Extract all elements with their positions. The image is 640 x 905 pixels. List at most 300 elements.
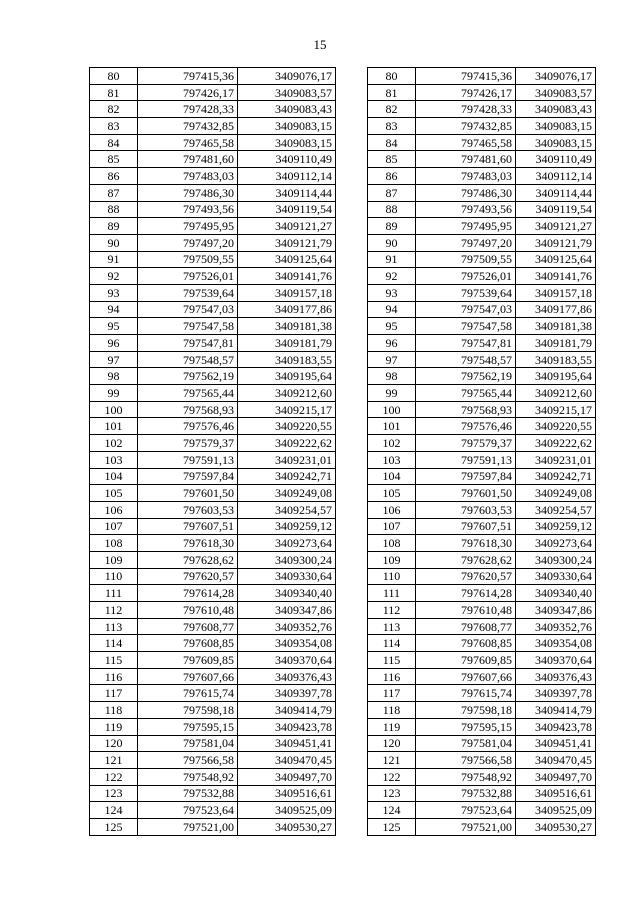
x-coordinate-cell: 797614,28 bbox=[416, 585, 516, 602]
x-coordinate-cell: 797509,55 bbox=[138, 251, 238, 268]
x-coordinate-cell: 797509,55 bbox=[416, 251, 516, 268]
point-number-cell: 122 bbox=[368, 768, 416, 785]
point-number-cell: 124 bbox=[90, 802, 138, 819]
y-coordinate-cell: 3409181,38 bbox=[238, 318, 336, 335]
y-coordinate-cell: 3409083,43 bbox=[238, 101, 336, 118]
x-coordinate-cell: 797526,01 bbox=[138, 268, 238, 285]
table-row bbox=[90, 318, 336, 335]
y-coordinate-cell: 3409340,40 bbox=[516, 585, 596, 602]
x-coordinate-cell: 797601,50 bbox=[138, 485, 238, 502]
x-coordinate-cell: 797597,84 bbox=[138, 468, 238, 485]
x-coordinate-cell: 797608,77 bbox=[138, 618, 238, 635]
point-number-cell: 110 bbox=[368, 568, 416, 585]
table-row bbox=[90, 301, 336, 318]
y-coordinate-cell: 3409220,55 bbox=[516, 418, 596, 435]
x-coordinate-cell: 797595,15 bbox=[138, 718, 238, 735]
x-coordinate-cell: 797615,74 bbox=[138, 685, 238, 702]
x-coordinate-cell: 797628,62 bbox=[416, 551, 516, 568]
table-row bbox=[90, 718, 336, 735]
x-coordinate-cell: 797581,04 bbox=[138, 735, 238, 752]
point-number-cell: 87 bbox=[368, 184, 416, 201]
point-number-cell: 113 bbox=[90, 618, 138, 635]
x-coordinate-cell: 797532,88 bbox=[416, 785, 516, 802]
y-coordinate-cell: 3409195,64 bbox=[238, 368, 336, 385]
x-coordinate-cell: 797497,20 bbox=[416, 234, 516, 251]
y-coordinate-cell: 3409222,62 bbox=[516, 435, 596, 452]
x-coordinate-cell: 797495,95 bbox=[416, 218, 516, 235]
y-coordinate-cell: 3409354,08 bbox=[516, 635, 596, 652]
x-coordinate-cell: 797547,81 bbox=[138, 335, 238, 352]
table-row bbox=[368, 668, 596, 685]
table-row bbox=[368, 752, 596, 769]
table-row bbox=[368, 151, 596, 168]
point-number-cell: 89 bbox=[368, 218, 416, 235]
y-coordinate-cell: 3409370,64 bbox=[516, 652, 596, 669]
table-row bbox=[90, 168, 336, 185]
point-number-cell: 124 bbox=[368, 802, 416, 819]
y-coordinate-cell: 3409259,12 bbox=[516, 518, 596, 535]
y-coordinate-cell: 3409181,79 bbox=[238, 335, 336, 352]
y-coordinate-cell: 3409119,54 bbox=[516, 201, 596, 218]
x-coordinate-cell: 797415,36 bbox=[416, 68, 516, 85]
y-coordinate-cell: 3409231,01 bbox=[238, 451, 336, 468]
y-coordinate-cell: 3409352,76 bbox=[238, 618, 336, 635]
point-number-cell: 90 bbox=[368, 234, 416, 251]
point-number-cell: 115 bbox=[368, 652, 416, 669]
point-number-cell: 113 bbox=[368, 618, 416, 635]
table-row bbox=[368, 234, 596, 251]
table-row bbox=[368, 401, 596, 418]
table-row bbox=[368, 652, 596, 669]
point-number-cell: 108 bbox=[90, 535, 138, 552]
point-number-cell: 83 bbox=[90, 118, 138, 135]
table-row bbox=[90, 84, 336, 101]
table-row bbox=[368, 284, 596, 301]
point-number-cell: 101 bbox=[368, 418, 416, 435]
table-row bbox=[368, 418, 596, 435]
table-row bbox=[368, 685, 596, 702]
y-coordinate-cell: 3409119,54 bbox=[238, 201, 336, 218]
y-coordinate-cell: 3409083,57 bbox=[238, 84, 336, 101]
x-coordinate-cell: 797521,00 bbox=[416, 818, 516, 835]
point-number-cell: 111 bbox=[90, 585, 138, 602]
table-row bbox=[90, 368, 336, 385]
y-coordinate-cell: 3409141,76 bbox=[238, 268, 336, 285]
y-coordinate-cell: 3409497,70 bbox=[238, 768, 336, 785]
y-coordinate-cell: 3409220,55 bbox=[238, 418, 336, 435]
table-row bbox=[90, 101, 336, 118]
table-row bbox=[368, 201, 596, 218]
x-coordinate-cell: 797576,46 bbox=[416, 418, 516, 435]
y-coordinate-cell: 3409352,76 bbox=[516, 618, 596, 635]
y-coordinate-cell: 3409181,38 bbox=[516, 318, 596, 335]
point-number-cell: 118 bbox=[368, 702, 416, 719]
point-number-cell: 91 bbox=[90, 251, 138, 268]
y-coordinate-cell: 3409121,79 bbox=[238, 234, 336, 251]
x-coordinate-cell: 797432,85 bbox=[138, 118, 238, 135]
table-row bbox=[368, 585, 596, 602]
y-coordinate-cell: 3409112,14 bbox=[238, 168, 336, 185]
point-number-cell: 82 bbox=[368, 101, 416, 118]
x-coordinate-cell: 797481,60 bbox=[416, 151, 516, 168]
point-number-cell: 125 bbox=[90, 818, 138, 835]
x-coordinate-cell: 797486,30 bbox=[416, 184, 516, 201]
x-coordinate-cell: 797601,50 bbox=[416, 485, 516, 502]
point-number-cell: 94 bbox=[368, 301, 416, 318]
table-row bbox=[90, 535, 336, 552]
table-row bbox=[90, 518, 336, 535]
x-coordinate-cell: 797608,77 bbox=[416, 618, 516, 635]
point-number-cell: 111 bbox=[368, 585, 416, 602]
x-coordinate-cell: 797565,44 bbox=[138, 385, 238, 402]
y-coordinate-cell: 3409254,57 bbox=[238, 501, 336, 518]
table-row bbox=[368, 468, 596, 485]
y-coordinate-cell: 3409110,49 bbox=[516, 151, 596, 168]
x-coordinate-cell: 797576,46 bbox=[138, 418, 238, 435]
y-coordinate-cell: 3409157,18 bbox=[238, 284, 336, 301]
x-coordinate-cell: 797465,58 bbox=[416, 134, 516, 151]
point-number-cell: 106 bbox=[90, 501, 138, 518]
table-row bbox=[368, 618, 596, 635]
table-row bbox=[368, 218, 596, 235]
table-row bbox=[368, 735, 596, 752]
y-coordinate-cell: 3409114,44 bbox=[238, 184, 336, 201]
table-row bbox=[368, 335, 596, 352]
x-coordinate-cell: 797591,13 bbox=[416, 451, 516, 468]
y-coordinate-cell: 3409177,86 bbox=[238, 301, 336, 318]
point-number-cell: 114 bbox=[368, 635, 416, 652]
y-coordinate-cell: 3409083,15 bbox=[238, 118, 336, 135]
x-coordinate-cell: 797548,57 bbox=[138, 351, 238, 368]
point-number-cell: 96 bbox=[368, 335, 416, 352]
y-coordinate-cell: 3409259,12 bbox=[238, 518, 336, 535]
point-number-cell: 103 bbox=[90, 451, 138, 468]
x-coordinate-cell: 797465,58 bbox=[138, 134, 238, 151]
table-row bbox=[368, 501, 596, 518]
table-row bbox=[90, 501, 336, 518]
y-coordinate-cell: 3409177,86 bbox=[516, 301, 596, 318]
x-coordinate-cell: 797608,85 bbox=[138, 635, 238, 652]
table-row bbox=[368, 268, 596, 285]
table-row bbox=[368, 68, 596, 85]
table-row bbox=[90, 68, 336, 85]
x-coordinate-cell: 797483,03 bbox=[138, 168, 238, 185]
point-number-cell: 95 bbox=[90, 318, 138, 335]
y-coordinate-cell: 3409530,27 bbox=[516, 818, 596, 835]
y-coordinate-cell: 3409525,09 bbox=[238, 802, 336, 819]
y-coordinate-cell: 3409330,64 bbox=[516, 568, 596, 585]
point-number-cell: 118 bbox=[90, 702, 138, 719]
table-row bbox=[90, 134, 336, 151]
table-row bbox=[368, 301, 596, 318]
point-number-cell: 114 bbox=[90, 635, 138, 652]
y-coordinate-cell: 3409249,08 bbox=[238, 485, 336, 502]
y-coordinate-cell: 3409125,64 bbox=[238, 251, 336, 268]
point-number-cell: 123 bbox=[90, 785, 138, 802]
table-row bbox=[90, 585, 336, 602]
point-number-cell: 102 bbox=[368, 435, 416, 452]
y-coordinate-cell: 3409076,17 bbox=[516, 68, 596, 85]
x-coordinate-cell: 797539,64 bbox=[138, 284, 238, 301]
y-coordinate-cell: 3409125,64 bbox=[516, 251, 596, 268]
x-coordinate-cell: 797547,58 bbox=[138, 318, 238, 335]
y-coordinate-cell: 3409414,79 bbox=[516, 702, 596, 719]
point-number-cell: 83 bbox=[368, 118, 416, 135]
x-coordinate-cell: 797521,00 bbox=[138, 818, 238, 835]
point-number-cell: 84 bbox=[90, 134, 138, 151]
x-coordinate-cell: 797581,04 bbox=[416, 735, 516, 752]
table-row bbox=[368, 368, 596, 385]
x-coordinate-cell: 797548,57 bbox=[416, 351, 516, 368]
point-number-cell: 84 bbox=[368, 134, 416, 151]
x-coordinate-cell: 797426,17 bbox=[416, 84, 516, 101]
point-number-cell: 103 bbox=[368, 451, 416, 468]
table-row bbox=[368, 84, 596, 101]
y-coordinate-cell: 3409215,17 bbox=[516, 401, 596, 418]
point-number-cell: 98 bbox=[90, 368, 138, 385]
y-coordinate-cell: 3409083,15 bbox=[238, 134, 336, 151]
y-coordinate-cell: 3409254,57 bbox=[516, 501, 596, 518]
table-row bbox=[90, 785, 336, 802]
table-row bbox=[90, 685, 336, 702]
x-coordinate-cell: 797428,33 bbox=[416, 101, 516, 118]
y-coordinate-cell: 3409525,09 bbox=[516, 802, 596, 819]
x-coordinate-cell: 797607,66 bbox=[138, 668, 238, 685]
y-coordinate-cell: 3409516,61 bbox=[238, 785, 336, 802]
point-number-cell: 105 bbox=[368, 485, 416, 502]
point-number-cell: 125 bbox=[368, 818, 416, 835]
table-row bbox=[90, 201, 336, 218]
point-number-cell: 98 bbox=[368, 368, 416, 385]
point-number-cell: 81 bbox=[90, 84, 138, 101]
y-coordinate-cell: 3409183,55 bbox=[516, 351, 596, 368]
y-coordinate-cell: 3409141,76 bbox=[516, 268, 596, 285]
y-coordinate-cell: 3409183,55 bbox=[238, 351, 336, 368]
x-coordinate-cell: 797598,18 bbox=[138, 702, 238, 719]
point-number-cell: 109 bbox=[90, 551, 138, 568]
point-number-cell: 91 bbox=[368, 251, 416, 268]
y-coordinate-cell: 3409212,60 bbox=[516, 385, 596, 402]
table-row bbox=[90, 435, 336, 452]
table-row bbox=[368, 435, 596, 452]
table-row bbox=[90, 752, 336, 769]
x-coordinate-cell: 797562,19 bbox=[138, 368, 238, 385]
y-coordinate-cell: 3409242,71 bbox=[516, 468, 596, 485]
point-number-cell: 108 bbox=[368, 535, 416, 552]
y-coordinate-cell: 3409300,24 bbox=[238, 551, 336, 568]
coordinates-table-right bbox=[367, 67, 596, 836]
point-number-cell: 97 bbox=[90, 351, 138, 368]
coordinates-table-left bbox=[89, 67, 336, 836]
point-number-cell: 110 bbox=[90, 568, 138, 585]
y-coordinate-cell: 3409181,79 bbox=[516, 335, 596, 352]
point-number-cell: 107 bbox=[368, 518, 416, 535]
point-number-cell: 122 bbox=[90, 768, 138, 785]
point-number-cell: 82 bbox=[90, 101, 138, 118]
y-coordinate-cell: 3409076,17 bbox=[238, 68, 336, 85]
table-row bbox=[368, 118, 596, 135]
point-number-cell: 120 bbox=[368, 735, 416, 752]
table-row bbox=[90, 351, 336, 368]
x-coordinate-cell: 797547,81 bbox=[416, 335, 516, 352]
x-coordinate-cell: 797497,20 bbox=[138, 234, 238, 251]
y-coordinate-cell: 3409530,27 bbox=[238, 818, 336, 835]
x-coordinate-cell: 797548,92 bbox=[416, 768, 516, 785]
point-number-cell: 120 bbox=[90, 735, 138, 752]
point-number-cell: 115 bbox=[90, 652, 138, 669]
y-coordinate-cell: 3409195,64 bbox=[516, 368, 596, 385]
x-coordinate-cell: 797495,95 bbox=[138, 218, 238, 235]
x-coordinate-cell: 797548,92 bbox=[138, 768, 238, 785]
x-coordinate-cell: 797610,48 bbox=[138, 602, 238, 619]
point-number-cell: 85 bbox=[368, 151, 416, 168]
table-row bbox=[90, 234, 336, 251]
x-coordinate-cell: 797568,93 bbox=[138, 401, 238, 418]
table-row bbox=[90, 635, 336, 652]
y-coordinate-cell: 3409112,14 bbox=[516, 168, 596, 185]
y-coordinate-cell: 3409121,79 bbox=[516, 234, 596, 251]
point-number-cell: 94 bbox=[90, 301, 138, 318]
point-number-cell: 97 bbox=[368, 351, 416, 368]
y-coordinate-cell: 3409273,64 bbox=[238, 535, 336, 552]
table-row bbox=[368, 568, 596, 585]
table-row bbox=[90, 602, 336, 619]
x-coordinate-cell: 797526,01 bbox=[416, 268, 516, 285]
x-coordinate-cell: 797493,56 bbox=[138, 201, 238, 218]
point-number-cell: 100 bbox=[368, 401, 416, 418]
x-coordinate-cell: 797618,30 bbox=[416, 535, 516, 552]
table-row bbox=[90, 468, 336, 485]
table-row bbox=[90, 284, 336, 301]
x-coordinate-cell: 797614,28 bbox=[138, 585, 238, 602]
x-coordinate-cell: 797432,85 bbox=[416, 118, 516, 135]
x-coordinate-cell: 797566,58 bbox=[138, 752, 238, 769]
y-coordinate-cell: 3409497,70 bbox=[516, 768, 596, 785]
y-coordinate-cell: 3409330,64 bbox=[238, 568, 336, 585]
table-row bbox=[368, 535, 596, 552]
x-coordinate-cell: 797547,03 bbox=[138, 301, 238, 318]
table-row bbox=[368, 251, 596, 268]
table-row bbox=[368, 168, 596, 185]
table-row bbox=[90, 702, 336, 719]
x-coordinate-cell: 797532,88 bbox=[138, 785, 238, 802]
x-coordinate-cell: 797565,44 bbox=[416, 385, 516, 402]
x-coordinate-cell: 797620,57 bbox=[416, 568, 516, 585]
y-coordinate-cell: 3409370,64 bbox=[238, 652, 336, 669]
point-number-cell: 99 bbox=[90, 385, 138, 402]
table-row bbox=[90, 768, 336, 785]
point-number-cell: 92 bbox=[368, 268, 416, 285]
point-number-cell: 121 bbox=[90, 752, 138, 769]
table-row bbox=[90, 668, 336, 685]
point-number-cell: 99 bbox=[368, 385, 416, 402]
coordinates-table-body bbox=[368, 68, 596, 836]
x-coordinate-cell: 797566,58 bbox=[416, 752, 516, 769]
table-row bbox=[368, 635, 596, 652]
y-coordinate-cell: 3409300,24 bbox=[516, 551, 596, 568]
table-row bbox=[90, 118, 336, 135]
point-number-cell: 119 bbox=[90, 718, 138, 735]
table-row bbox=[368, 718, 596, 735]
table-row bbox=[90, 184, 336, 201]
y-coordinate-cell: 3409414,79 bbox=[238, 702, 336, 719]
point-number-cell: 106 bbox=[368, 501, 416, 518]
table-row bbox=[368, 385, 596, 402]
y-coordinate-cell: 3409121,27 bbox=[516, 218, 596, 235]
table-row bbox=[90, 485, 336, 502]
y-coordinate-cell: 3409121,27 bbox=[238, 218, 336, 235]
y-coordinate-cell: 3409376,43 bbox=[516, 668, 596, 685]
x-coordinate-cell: 797579,37 bbox=[416, 435, 516, 452]
y-coordinate-cell: 3409114,44 bbox=[516, 184, 596, 201]
x-coordinate-cell: 797618,30 bbox=[138, 535, 238, 552]
point-number-cell: 104 bbox=[368, 468, 416, 485]
table-row bbox=[90, 385, 336, 402]
table-row bbox=[368, 485, 596, 502]
x-coordinate-cell: 797568,93 bbox=[416, 401, 516, 418]
table-row bbox=[368, 351, 596, 368]
point-number-cell: 101 bbox=[90, 418, 138, 435]
y-coordinate-cell: 3409423,78 bbox=[516, 718, 596, 735]
x-coordinate-cell: 797603,53 bbox=[138, 501, 238, 518]
point-number-cell: 102 bbox=[90, 435, 138, 452]
x-coordinate-cell: 797493,56 bbox=[416, 201, 516, 218]
y-coordinate-cell: 3409110,49 bbox=[238, 151, 336, 168]
table-row bbox=[368, 318, 596, 335]
y-coordinate-cell: 3409354,08 bbox=[238, 635, 336, 652]
table-row bbox=[90, 551, 336, 568]
point-number-cell: 100 bbox=[90, 401, 138, 418]
table-row bbox=[90, 618, 336, 635]
table-row bbox=[368, 551, 596, 568]
y-coordinate-cell: 3409083,43 bbox=[516, 101, 596, 118]
y-coordinate-cell: 3409157,18 bbox=[516, 284, 596, 301]
y-coordinate-cell: 3409083,57 bbox=[516, 84, 596, 101]
point-number-cell: 121 bbox=[368, 752, 416, 769]
y-coordinate-cell: 3409451,41 bbox=[238, 735, 336, 752]
table-row bbox=[90, 568, 336, 585]
point-number-cell: 96 bbox=[90, 335, 138, 352]
x-coordinate-cell: 797481,60 bbox=[138, 151, 238, 168]
x-coordinate-cell: 797615,74 bbox=[416, 685, 516, 702]
point-number-cell: 109 bbox=[368, 551, 416, 568]
y-coordinate-cell: 3409249,08 bbox=[516, 485, 596, 502]
x-coordinate-cell: 797483,03 bbox=[416, 168, 516, 185]
y-coordinate-cell: 3409215,17 bbox=[238, 401, 336, 418]
table-row bbox=[90, 268, 336, 285]
x-coordinate-cell: 797607,51 bbox=[138, 518, 238, 535]
point-number-cell: 117 bbox=[368, 685, 416, 702]
point-number-cell: 107 bbox=[90, 518, 138, 535]
table-row bbox=[368, 101, 596, 118]
point-number-cell: 89 bbox=[90, 218, 138, 235]
y-coordinate-cell: 3409347,86 bbox=[516, 602, 596, 619]
point-number-cell: 92 bbox=[90, 268, 138, 285]
y-coordinate-cell: 3409083,15 bbox=[516, 134, 596, 151]
point-number-cell: 87 bbox=[90, 184, 138, 201]
table-row bbox=[368, 785, 596, 802]
x-coordinate-cell: 797597,84 bbox=[416, 468, 516, 485]
y-coordinate-cell: 3409470,45 bbox=[516, 752, 596, 769]
x-coordinate-cell: 797608,85 bbox=[416, 635, 516, 652]
x-coordinate-cell: 797562,19 bbox=[416, 368, 516, 385]
table-row bbox=[90, 802, 336, 819]
y-coordinate-cell: 3409376,43 bbox=[238, 668, 336, 685]
table-row bbox=[90, 151, 336, 168]
y-coordinate-cell: 3409212,60 bbox=[238, 385, 336, 402]
y-coordinate-cell: 3409222,62 bbox=[238, 435, 336, 452]
table-row bbox=[368, 602, 596, 619]
